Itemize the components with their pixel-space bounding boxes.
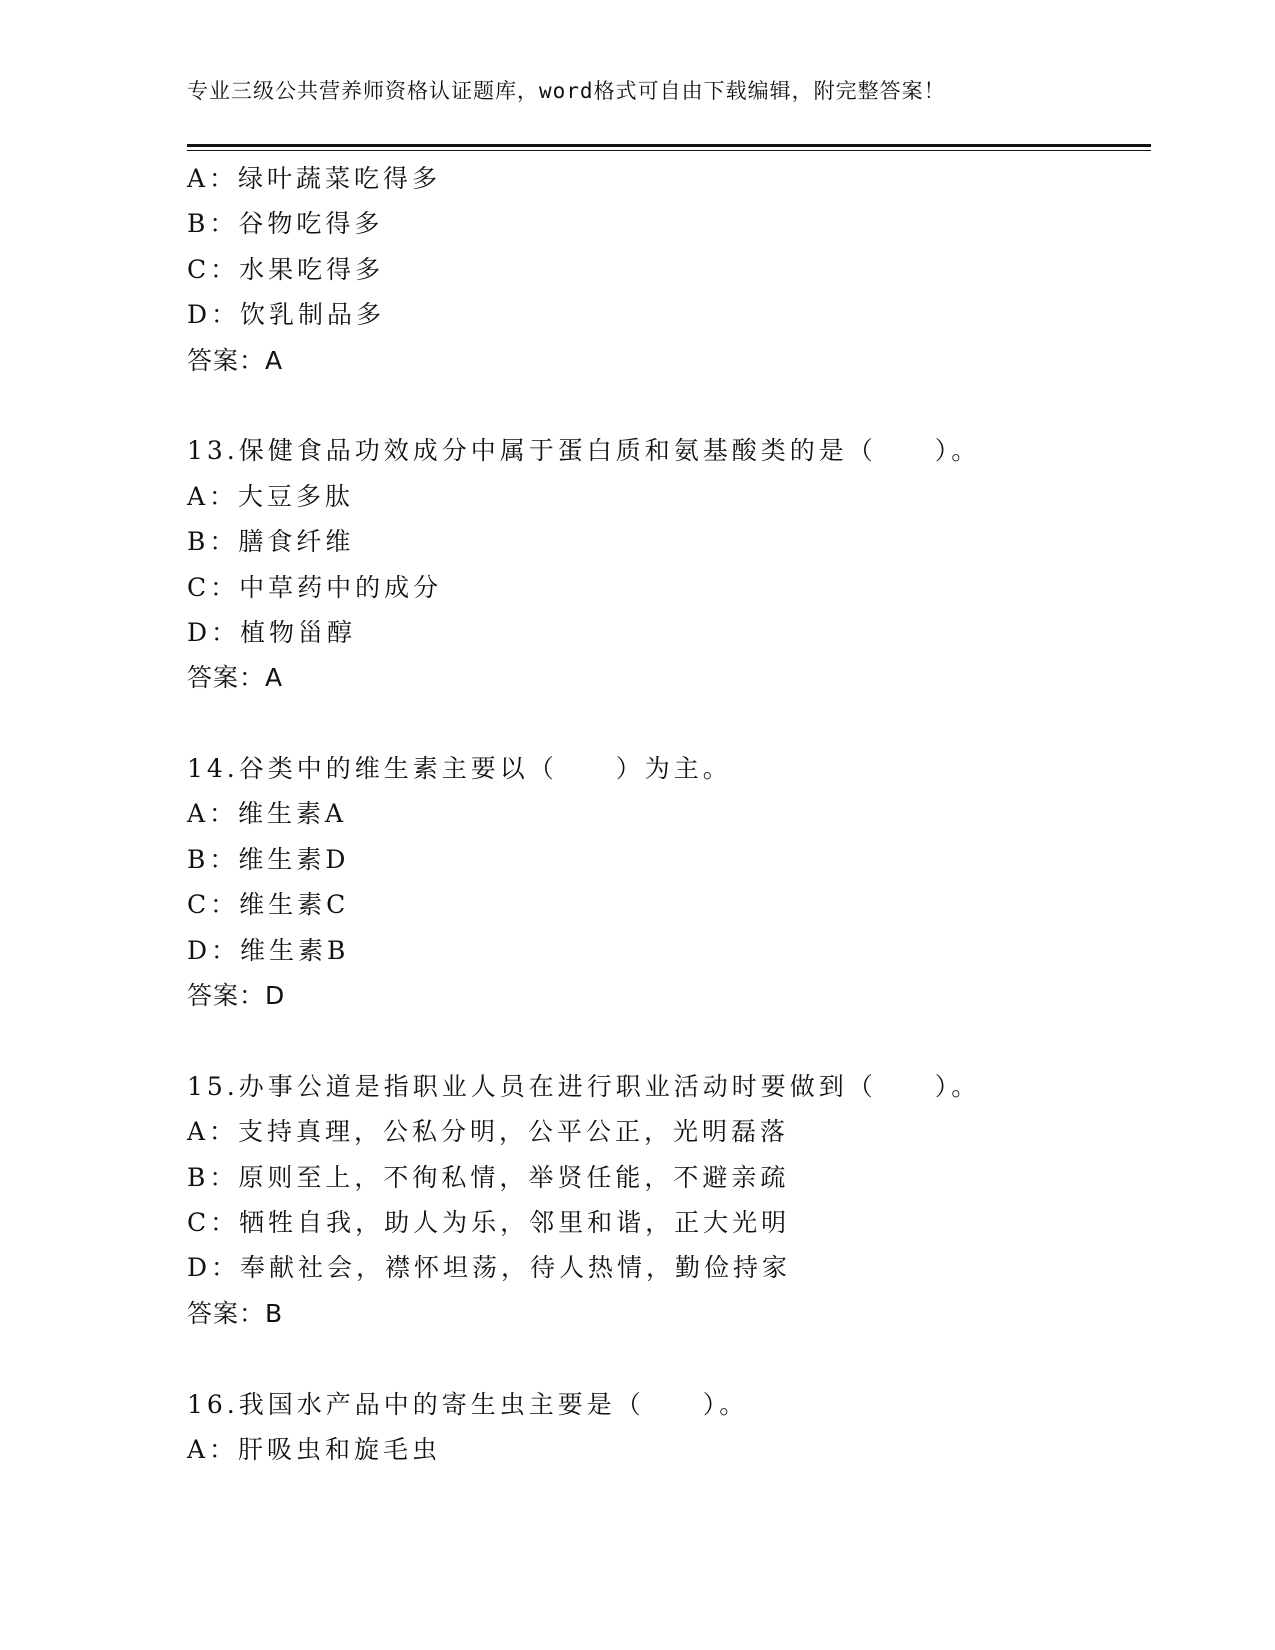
question-stem: 15.办事公道是指职业人员在进行职业活动时要做到（ ）。	[187, 1071, 981, 1101]
question-block	[187, 156, 1151, 383]
spacer	[187, 1336, 1151, 1381]
option-d: D：维生素B	[187, 935, 350, 965]
option-b: B：原则至上，不徇私情，举贤任能，不避亲疏	[187, 1162, 790, 1192]
question-block	[187, 428, 1151, 700]
spacer	[187, 383, 1151, 428]
option-b: B：膳食纤维	[187, 527, 355, 557]
option-b: B：维生素D	[187, 844, 350, 874]
question-stem: 14.谷类中的维生素主要以（ ）为主。	[187, 754, 732, 784]
option-a: A：肝吸虫和旋毛虫	[187, 1434, 442, 1464]
question-list	[187, 156, 1151, 1472]
option-a: A：大豆多肽	[187, 481, 355, 511]
option-d: D：饮乳制品多	[187, 300, 386, 330]
option-c: C：中草药中的成分	[187, 572, 443, 602]
question-block	[187, 1064, 1151, 1336]
option-d: D：植物甾醇	[187, 617, 357, 647]
header-rule-thick	[187, 144, 1151, 147]
spacer	[187, 701, 1151, 746]
answer-line: 答案：A	[187, 663, 284, 693]
header-rule-thin	[187, 150, 1151, 151]
spacer	[187, 1018, 1151, 1063]
option-c: C：牺牲自我，助人为乐，邻里和谐，正大光明	[187, 1207, 791, 1237]
option-a: A：维生素A	[187, 799, 348, 829]
question-block	[187, 1382, 1151, 1473]
question-stem: 16.我国水产品中的寄生虫主要是（ ）。	[187, 1389, 749, 1419]
option-c: C：水果吃得多	[187, 254, 385, 284]
page-header: 专业三级公共营养师资格认证题库，word格式可自由下载编辑，附完整答案！	[187, 79, 946, 103]
option-b: B：谷物吃得多	[187, 209, 384, 239]
answer-line: 答案：A	[187, 345, 284, 375]
question-stem: 13.保健食品功效成分中属于蛋白质和氨基酸类的是（ ）。	[187, 436, 981, 466]
option-c: C：维生素C	[187, 890, 350, 920]
option-d: D：奉献社会，襟怀坦荡，待人热情，勤俭持家	[187, 1253, 792, 1283]
option-a: A：支持真理，公私分明，公平公正，光明磊落	[187, 1117, 790, 1147]
answer-line: 答案：B	[187, 1298, 284, 1328]
question-block	[187, 746, 1151, 1018]
option-a: A：绿叶蔬菜吃得多	[187, 164, 442, 193]
answer-line: 答案：D	[187, 981, 286, 1011]
